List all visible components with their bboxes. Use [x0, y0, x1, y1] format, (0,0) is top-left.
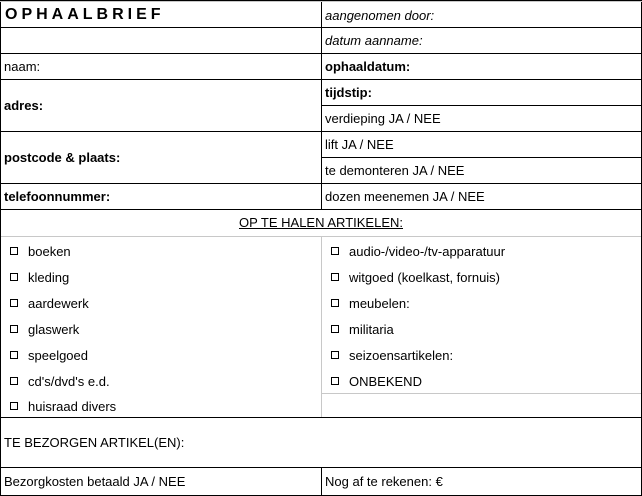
article-item-kleding[interactable]: [4, 264, 314, 290]
grid-line: [321, 467, 322, 496]
grid-line: [0, 417, 642, 418]
artikelen-heading: [0, 209, 642, 235]
article-item-cds-dvds[interactable]: [4, 368, 314, 394]
datum-aanname-label: datum aanname:: [325, 33, 423, 48]
article-label: speelgoed: [28, 347, 88, 363]
lift-label: lift JA / NEE: [325, 136, 394, 152]
article-item-militaria[interactable]: [325, 316, 637, 342]
checkbox-icon[interactable]: [8, 351, 22, 359]
grid-line: [321, 236, 322, 417]
checkbox-icon[interactable]: [329, 247, 343, 255]
artikelen-heading-text: OP TE HALEN ARTIKELEN:: [238, 214, 403, 230]
checkbox-icon[interactable]: [8, 325, 22, 333]
article-label: militaria: [349, 321, 394, 337]
checkbox-icon[interactable]: [8, 299, 22, 307]
article-label: boeken: [28, 243, 71, 259]
demonteren-label: te demonteren JA / NEE: [325, 162, 465, 178]
checkbox-icon[interactable]: [8, 273, 22, 281]
verdieping-label: verdieping JA / NEE: [325, 110, 441, 126]
checkbox-icon[interactable]: [329, 351, 343, 359]
article-item-boeken[interactable]: [4, 238, 314, 264]
article-item-onbekend[interactable]: [325, 368, 637, 394]
grid-line: [321, 105, 642, 106]
article-item-aardewerk[interactable]: [4, 290, 314, 316]
article-label: ONBEKEND: [349, 373, 422, 389]
article-item-witgoed[interactable]: [325, 264, 637, 290]
checkbox-icon[interactable]: [8, 402, 22, 410]
grid-line: [0, 1, 642, 2]
grid-line: [0, 209, 642, 210]
checkbox-icon[interactable]: [8, 247, 22, 255]
article-label: seizoensartikelen:: [349, 347, 454, 363]
dozen-meenemen-label: dozen meenemen JA / NEE: [325, 188, 485, 204]
article-label: huisraad divers: [28, 398, 117, 414]
postcode-plaats-label: postcode & plaats:: [4, 149, 121, 165]
nog-af-te-rekenen-label: Nog af te rekenen: €: [325, 474, 443, 489]
naam-label: naam:: [4, 58, 41, 74]
form-title: OPHAALBRIEF: [5, 6, 165, 23]
article-label: meubelen:: [349, 295, 410, 311]
article-label: witgoed (koelkast, fornuis): [349, 269, 501, 285]
article-item-huisraad[interactable]: [4, 393, 314, 419]
article-label: glaswerk: [28, 321, 80, 337]
te-bezorgen-label: TE BEZORGEN ARTIKEL(EN):: [4, 434, 185, 450]
bezorgkosten-label: Bezorgkosten betaald JA / NEE: [4, 474, 186, 489]
article-label: aardewerk: [28, 295, 89, 311]
article-item-meubelen[interactable]: [325, 290, 637, 316]
grid-line: [0, 0, 1, 496]
aangenomen-door-label: aangenomen door:: [325, 7, 435, 23]
ophaaldatum-label: ophaaldatum:: [325, 58, 411, 74]
grid-line: [321, 157, 642, 158]
article-label: cd's/dvd's e.d.: [28, 373, 110, 389]
adres-label: adres:: [4, 97, 44, 113]
article-item-speelgoed[interactable]: [4, 342, 314, 368]
grid-line: [321, 0, 322, 209]
checkbox-icon[interactable]: [8, 377, 22, 385]
article-item-glaswerk[interactable]: [4, 316, 314, 342]
checkbox-icon[interactable]: [329, 273, 343, 281]
article-label: kleding: [28, 269, 70, 285]
article-item-audio-video[interactable]: [325, 238, 637, 264]
article-item-seizoensartikelen[interactable]: [325, 342, 637, 368]
checkbox-icon[interactable]: [329, 377, 343, 385]
grid-line: [321, 393, 642, 394]
article-label: audio-/video-/tv-apparatuur: [349, 243, 506, 259]
checkbox-icon[interactable]: [329, 325, 343, 333]
checkbox-icon[interactable]: [329, 299, 343, 307]
telefoonnummer-label: telefoonnummer:: [4, 188, 111, 204]
tijdstip-label: tijdstip:: [325, 84, 372, 100]
